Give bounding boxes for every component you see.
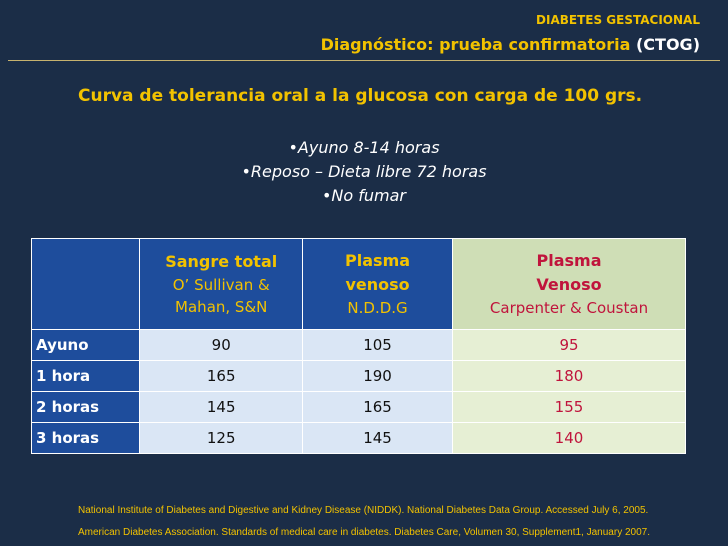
table-cell: 90: [140, 330, 303, 361]
table-cell: 165: [140, 361, 303, 392]
column-header-line: N.D.D.G: [347, 299, 408, 317]
column-header-line: Carpenter & Coustan: [489, 299, 649, 317]
table-cell: 145: [140, 392, 303, 423]
section-label: DIABETES GESTACIONAL: [536, 13, 700, 27]
column-header-title: Plasma: [536, 251, 602, 270]
header-divider: [8, 60, 720, 61]
row-label: 3 horas: [32, 423, 140, 454]
column-header-plasma-venoso-carpenter: [453, 239, 686, 330]
table-row: [32, 392, 686, 423]
bullet-item: •Ayuno 8-14 horas: [288, 138, 440, 157]
glucose-criteria-table: [31, 238, 686, 454]
column-header-line: venoso: [345, 275, 410, 294]
table-cell: 190: [303, 361, 453, 392]
table-row: [32, 330, 686, 361]
column-header-line: O’ Sullivan &: [172, 276, 270, 294]
slide-title-highlight: (CTOG): [635, 35, 700, 54]
column-header-plasma-venoso-nddg: [303, 239, 453, 330]
row-label: 2 horas: [32, 392, 140, 423]
table-corner-cell: [32, 239, 140, 330]
table-row: [32, 361, 686, 392]
slide-title: [321, 35, 700, 54]
bullet-item: •Reposo – Dieta libre 72 horas: [241, 162, 487, 181]
bullet-list: [0, 136, 728, 208]
table-row: [32, 423, 686, 454]
slide-subtitle: Curva de tolerancia oral a la glucosa con carga de 100 grs.: [78, 86, 643, 106]
table-cell: 145: [303, 423, 453, 454]
table-cell: 95: [453, 330, 686, 361]
row-label: 1 hora: [32, 361, 140, 392]
row-label: Ayuno: [32, 330, 140, 361]
column-header-line: Venoso: [536, 275, 602, 294]
column-header-line: Mahan, S&N: [175, 298, 268, 316]
table-cell: 105: [303, 330, 453, 361]
reference-item: National Institute of Diabetes and Digestive and Kidney Disease (NIDDK). National Diabetes Data Group. Accessed July 6, 2005.: [78, 505, 649, 516]
column-header-sangre-total: [140, 239, 303, 330]
table-cell: 165: [303, 392, 453, 423]
column-header-title: Plasma: [345, 251, 411, 270]
table-cell: 180: [453, 361, 686, 392]
table-header-row: [32, 239, 686, 330]
bullet-item: •No fumar: [321, 186, 407, 205]
references: [78, 500, 650, 544]
column-header-title: Sangre total: [165, 252, 278, 271]
slide-title-main: Diagnóstico: prueba confirmatoria: [320, 35, 631, 54]
table-cell: 125: [140, 423, 303, 454]
table-cell: 155: [453, 392, 686, 423]
table-cell: 140: [453, 423, 686, 454]
reference-item: American Diabetes Association. Standards of medical care in diabetes. Diabetes Care, Volumen 30, Supplement1, January 2007.: [78, 527, 650, 538]
